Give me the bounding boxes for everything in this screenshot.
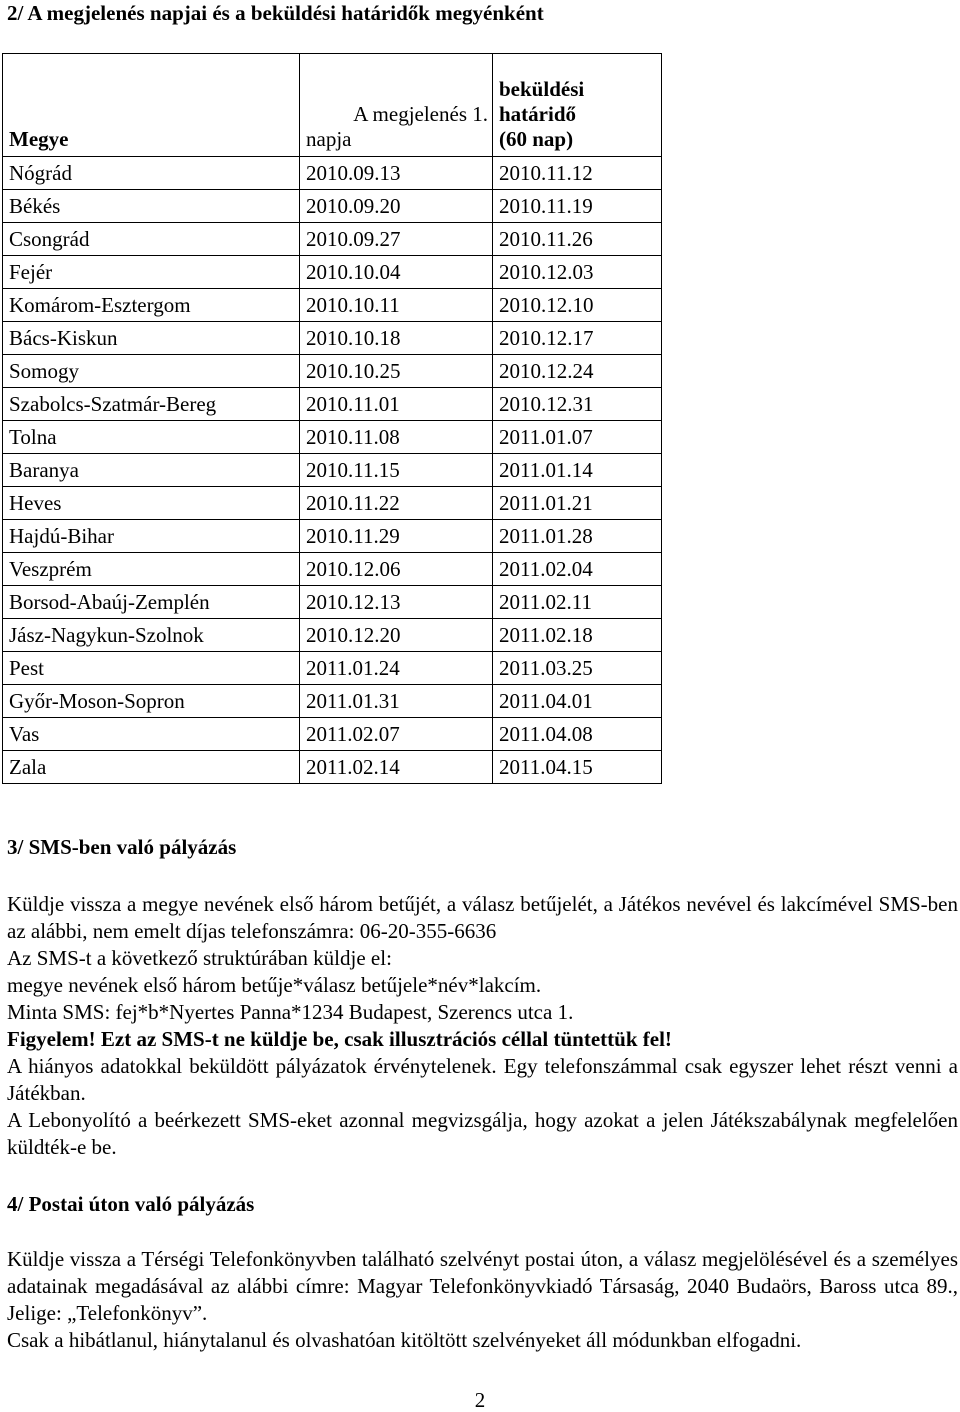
header-deadline-line1: beküldési <box>499 77 585 101</box>
header-deadline-line2: határidő <box>499 102 577 126</box>
county-cell: Nógrád <box>3 157 300 190</box>
appearance-date-cell: 2011.02.14 <box>300 751 493 784</box>
deadline-date-cell: 2011.01.28 <box>493 520 662 553</box>
appearance-date-cell: 2010.10.18 <box>300 322 493 355</box>
appearance-date-cell: 2010.11.01 <box>300 388 493 421</box>
deadline-date-cell: 2010.11.19 <box>493 190 662 223</box>
county-cell: Borsod-Abaúj-Zemplén <box>3 586 300 619</box>
table-row <box>3 190 662 223</box>
postal-paragraph-1: Küldje vissza a Térségi Telefonkönyvben található szelvényt postai úton, a válasz megjelölésével és a személyes adatainak megadásával az alábbi címre: Magyar Telefonkönyvkiadó Társaság, 2040 Budaörs, Baross utca 89., Jelige: „Telefonkönyv”. <box>7 1247 958 1325</box>
table-row <box>3 652 662 685</box>
sms-paragraph-2: Az SMS-t a következő struktúrában küldje el: <box>7 946 392 970</box>
deadline-date-cell: 2010.11.26 <box>493 223 662 256</box>
deadline-date-cell: 2011.02.04 <box>493 553 662 586</box>
table-row <box>3 322 662 355</box>
county-cell: Komárom-Esztergom <box>3 289 300 322</box>
county-cell: Zala <box>3 751 300 784</box>
appearance-date-cell: 2010.11.15 <box>300 454 493 487</box>
sms-rules-text <box>7 891 958 1161</box>
deadline-date-cell: 2011.01.21 <box>493 487 662 520</box>
appearance-date-cell: 2010.12.20 <box>300 619 493 652</box>
appearance-date-cell: 2011.02.07 <box>300 718 493 751</box>
header-appearance-line2: napja <box>306 127 352 151</box>
county-cell: Csongrád <box>3 223 300 256</box>
sms-paragraph-7: A Lebonyolító a beérkezett SMS-eket azonnal megvizsgálja, hogy azokat a jelen Játékszabálynak megfelelően küldték-e be. <box>7 1108 958 1159</box>
county-cell: Pest <box>3 652 300 685</box>
appearance-date-cell: 2010.11.08 <box>300 421 493 454</box>
deadline-date-cell: 2011.04.08 <box>493 718 662 751</box>
sms-paragraph-6: A hiányos adatokkal beküldött pályázatok érvénytelenek. Egy telefonszámmal csak egyszer lehet részt venni a Játékban. <box>7 1054 958 1105</box>
deadline-date-cell: 2010.12.10 <box>493 289 662 322</box>
table-row <box>3 454 662 487</box>
table-row <box>3 553 662 586</box>
table-row <box>3 751 662 784</box>
appearance-date-cell: 2010.09.13 <box>300 157 493 190</box>
county-cell: Somogy <box>3 355 300 388</box>
section-3-heading: 3/ SMS-ben való pályázás <box>7 835 237 859</box>
county-cell: Szabolcs-Szatmár-Bereg <box>3 388 300 421</box>
county-cell: Tolna <box>3 421 300 454</box>
section-2-heading: 2/ A megjelenés napjai és a beküldési határidők megyénként <box>7 1 544 25</box>
header-county: Megye <box>3 54 300 157</box>
sms-paragraph-3: megye nevének első három betűje*válasz betűjele*név*lakcím. <box>7 973 542 997</box>
sms-warning: Figyelem! Ezt az SMS-t ne küldje be, csak illusztrációs céllal tüntettük fel! <box>7 1027 672 1051</box>
county-schedule-table <box>2 53 662 784</box>
county-cell: Hajdú-Bihar <box>3 520 300 553</box>
table-row <box>3 487 662 520</box>
deadline-date-cell: 2010.11.12 <box>493 157 662 190</box>
appearance-date-cell: 2010.12.13 <box>300 586 493 619</box>
appearance-date-cell: 2010.12.06 <box>300 553 493 586</box>
appearance-date-cell: 2010.11.22 <box>300 487 493 520</box>
county-cell: Veszprém <box>3 553 300 586</box>
table-row <box>3 355 662 388</box>
appearance-date-cell: 2010.10.11 <box>300 289 493 322</box>
table-row <box>3 223 662 256</box>
table-row <box>3 256 662 289</box>
deadline-date-cell: 2011.01.07 <box>493 421 662 454</box>
section-4-heading: 4/ Postai úton való pályázás <box>7 1192 255 1216</box>
page-number: 2 <box>474 1388 486 1412</box>
table-row <box>3 520 662 553</box>
appearance-date-cell: 2010.10.04 <box>300 256 493 289</box>
deadline-date-cell: 2011.03.25 <box>493 652 662 685</box>
header-deadline <box>493 54 662 157</box>
deadline-date-cell: 2010.12.31 <box>493 388 662 421</box>
appearance-date-cell: 2010.09.20 <box>300 190 493 223</box>
deadline-date-cell: 2011.04.15 <box>493 751 662 784</box>
appearance-date-cell: 2010.10.25 <box>300 355 493 388</box>
deadline-date-cell: 2011.02.11 <box>493 586 662 619</box>
appearance-date-cell: 2010.09.27 <box>300 223 493 256</box>
deadline-date-cell: 2011.04.01 <box>493 685 662 718</box>
county-cell: Békés <box>3 190 300 223</box>
table-row <box>3 718 662 751</box>
header-deadline-line3: (60 nap) <box>499 127 574 151</box>
sms-paragraph-4: Minta SMS: fej*b*Nyertes Panna*1234 Budapest, Szerencs utca 1. <box>7 1000 574 1024</box>
table-row <box>3 619 662 652</box>
deadline-date-cell: 2010.12.17 <box>493 322 662 355</box>
county-cell: Bács-Kiskun <box>3 322 300 355</box>
appearance-date-cell: 2011.01.24 <box>300 652 493 685</box>
header-appearance <box>300 54 493 157</box>
table-header-row <box>3 54 662 157</box>
deadline-date-cell: 2011.02.18 <box>493 619 662 652</box>
table-row <box>3 157 662 190</box>
county-cell: Győr-Moson-Sopron <box>3 685 300 718</box>
county-cell: Jász-Nagykun-Szolnok <box>3 619 300 652</box>
table-row <box>3 685 662 718</box>
county-cell: Baranya <box>3 454 300 487</box>
header-appearance-line1: A megjelenés 1. <box>353 102 488 126</box>
table-row <box>3 421 662 454</box>
county-cell: Heves <box>3 487 300 520</box>
deadline-date-cell: 2011.01.14 <box>493 454 662 487</box>
table-row <box>3 289 662 322</box>
deadline-date-cell: 2010.12.03 <box>493 256 662 289</box>
appearance-date-cell: 2010.11.29 <box>300 520 493 553</box>
postal-paragraph-2: Csak a hibátlanul, hiánytalanul és olvashatóan kitöltött szelvényeket áll módunkban elfogadni. <box>7 1328 802 1352</box>
table-row <box>3 388 662 421</box>
sms-paragraph-1: Küldje vissza a megye nevének első három betűjét, a válasz betűjelét, a Játékos nevével és lakcímével SMS-ben az alábbi, nem emelt díjas telefonszámra: 06-20-355-6636 <box>7 892 958 943</box>
postal-rules-text <box>7 1246 958 1354</box>
appearance-date-cell: 2011.01.31 <box>300 685 493 718</box>
deadline-date-cell: 2010.12.24 <box>493 355 662 388</box>
table-row <box>3 586 662 619</box>
county-cell: Vas <box>3 718 300 751</box>
county-cell: Fejér <box>3 256 300 289</box>
